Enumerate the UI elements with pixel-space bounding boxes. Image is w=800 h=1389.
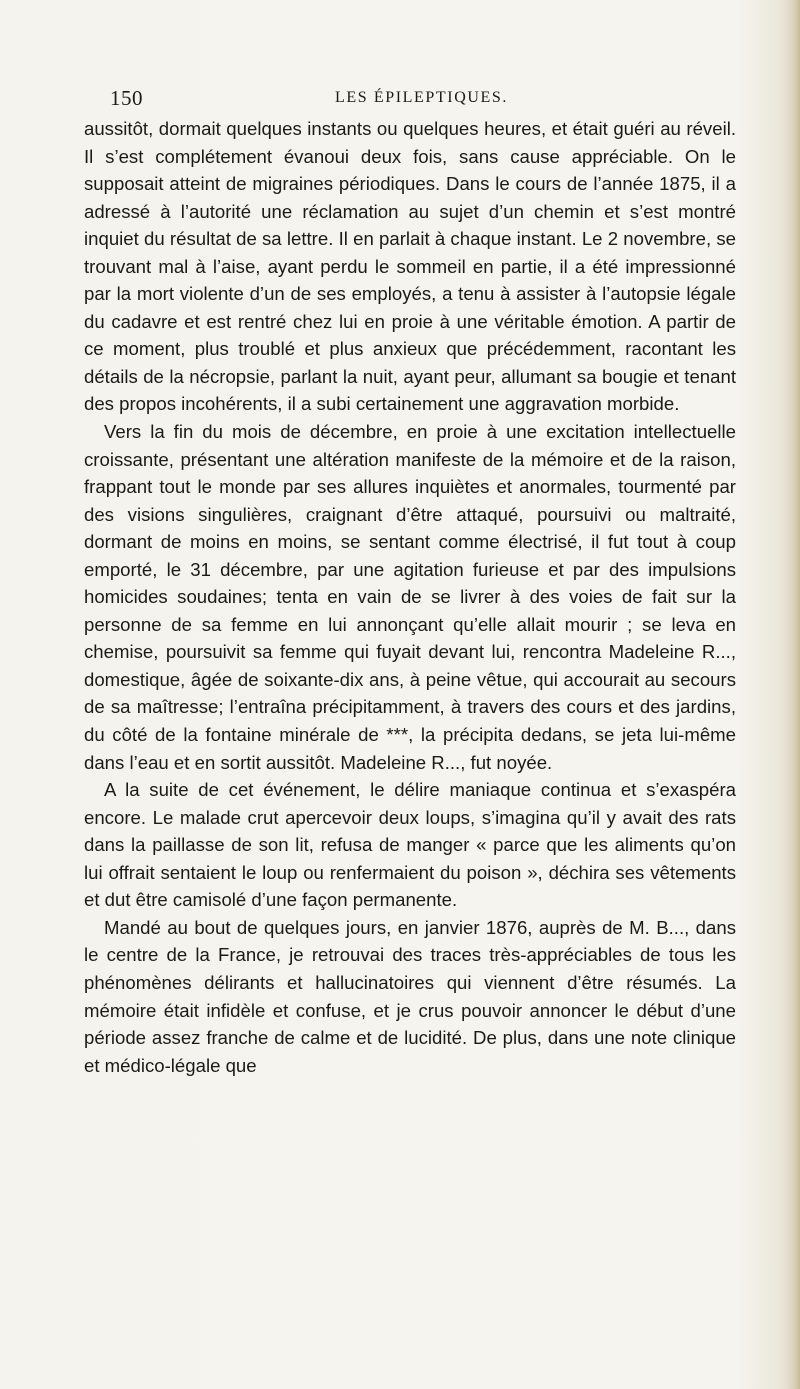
running-header — [110, 86, 730, 116]
page-edge-shadow — [786, 0, 800, 1389]
paragraph-1: aussitôt, dormait quelques instants ou quelques heures, et était guéri au réveil. Il s’est complétement évanoui deux fois, sans cause appréciable. On le supposait atteint de migraines périodiques. Dans le cours de l’année 1875, il a adressé à l’autorité une réclamation au sujet d’un chemin et s’est montré inquiet du résultat de sa lettre. Il en parlait à chaque instant. Le 2 novembre, se trouvant mal à l’aise, ayant perdu le sommeil en partie, il a été impressionné par la mort violente d’un de ses employés, a tenu à assister à l’autopsie légale du cadavre et est rentré chez lui en proie à une véritable émotion. A partir de ce moment, plus troublé et plus anxieux que précédemment, racontant les détails de la nécropsie, parlant la nuit, ayant peur, allumant sa bougie et tenant des propos incohérents, il a subi certainement une aggravation morbide. — [84, 118, 736, 415]
paragraph-3: A la suite de cet événement, le délire maniaque continua et s’exaspéra encore. Le malade crut apercevoir deux loups, s’imagina qu’il y avait des rats dans la paillasse de son lit, refusa de manger « parce que les aliments qu’on lui offrait sentaient le loup ou renfermaient du poison », déchira ses vêtements et dut être camisolé d’une façon permanente. — [84, 779, 736, 911]
body-text — [84, 115, 736, 1079]
paragraph-2: Vers la fin du mois de décembre, en proie à une excitation intellectuelle croissante, présentant une altération manifeste de la mémoire et de la raison, frappant tout le monde par ses allures inquiètes et anormales, tourmenté par des visions singulières, craignant d’être attaqué, poursuivi ou maltraité, dormant de moins en moins, se sentant comme électrisé, il fut tout à coup emporté, le 31 décembre, par une agitation furieuse et par des impulsions homicides soudaines; tenta en vain de se livrer à des voies de fait sur la personne de sa femme en lui annonçant qu’elle allait mourir ; se leva en chemise, poursuivit sa femme qui fuyait devant lui, rencontra Madeleine R..., domestique, âgée de soixante-dix ans, à peine vêtue, qui accourait au secours de sa maîtresse; l’entraîna précipitamment, à travers des cours et des jardins, du côté de la fontaine minérale de ***, la précipita dedans, se jeta lui-même dans l’eau et en sortit aussitôt. Madeleine R..., fut noyée. — [84, 421, 736, 773]
page-number: 150 — [110, 86, 143, 110]
paragraph-4: Mandé au bout de quelques jours, en janvier 1876, auprès de M. B..., dans le centre de la France, je retrouvai des traces très-appréciables de tous les phénomènes délirants et hallucinatoires qui viennent d’être résumés. La mémoire était infidèle et confuse, et je crus pouvoir annoncer le début d’une période assez franche de calme et de lucidité. De plus, dans une note clinique et médico-légale que — [84, 916, 736, 1076]
running-title: LES ÉPILEPTIQUES. — [335, 89, 508, 106]
